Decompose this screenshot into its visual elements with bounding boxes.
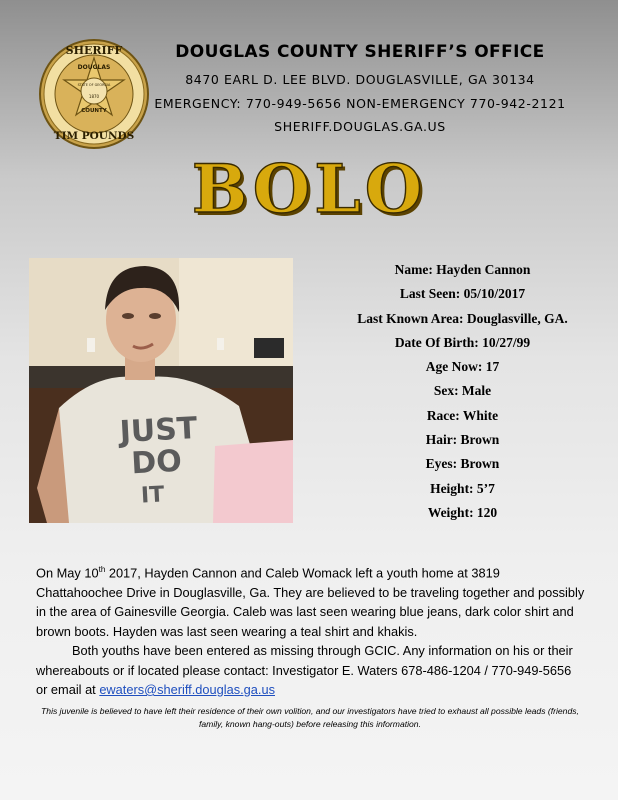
badge-bottom-text: TIM POUNDS — [53, 130, 135, 142]
incident-date-suffix: th — [98, 565, 106, 574]
office-phones — [150, 96, 570, 111]
badge-top-text: SHERIFF — [65, 44, 123, 57]
info-race: Race: White — [426, 407, 499, 423]
shirt-print-line1: JUST — [118, 411, 199, 451]
info-weight: Weight: 120 — [427, 504, 498, 520]
office-website: SHERIFF.DOUGLAS.GA.US — [274, 119, 446, 134]
shirt-print-line2: DO — [130, 443, 183, 482]
incident-body: 2017, Hayden Cannon and Caleb Womack left a youth home at 3819 Chattahoochee Drive in Douglasville, Ga. They are believed to be traveling together and possibly in the area of Gainesville Georgia. Caleb was last seen wearing blue jeans, dark color shirt and brown boots. Hayden was last seen wearing a teal shirt and khakis. — [36, 565, 585, 639]
emergency-label: EMERGENCY: — [154, 96, 242, 111]
nonemergency-phone: 770-942-2121 — [469, 96, 566, 111]
badge-county-text: DOUGLAS — [77, 64, 111, 71]
incident-lead: On May 10 — [36, 565, 99, 581]
info-last-known-area: Last Known Area: Douglasville, GA. — [357, 310, 568, 326]
info-last-seen: Last Seen: 05/10/2017 — [399, 286, 526, 302]
info-height: Height: 5’7 — [430, 480, 495, 496]
sheriff-badge-seal — [38, 38, 150, 150]
office-title: DOUGLAS COUNTY SHERIFF’S OFFICE — [175, 42, 545, 62]
badge-ring-text: STATE OF GEORGIA — [77, 83, 111, 87]
info-sex: Sex: Male — [433, 383, 492, 399]
info-eyes: Eyes: Brown — [425, 456, 500, 472]
nonemergency-label: NON-EMERGENCY — [346, 96, 466, 111]
contact-body: Both youths have been entered as missing through GCIC. Any information on his or their whereabouts or if located please contact: Investigator E. Waters 678-486-1204 / 770-949-5656 or email at — [36, 643, 573, 697]
info-hair: Hair: Brown — [425, 432, 500, 448]
contact-email-link[interactable]: ewaters@sheriff.douglas.ga.us — [99, 682, 275, 697]
info-name: Name: Hayden Cannon — [394, 262, 531, 277]
emergency-phone: 770-949-5656 — [245, 96, 342, 111]
subject-photo — [29, 258, 293, 523]
info-age: Age Now: 17 — [425, 359, 500, 375]
badge-county-word: COUNTY — [81, 108, 107, 114]
bolo-headline: BOLO — [191, 150, 427, 228]
contact-paragraph — [36, 641, 586, 700]
office-address: 8470 EARL D. LEE BLVD. DOUGLASVILLE, GA 30134 — [185, 72, 535, 87]
incident-paragraph — [36, 560, 586, 641]
subject-info-list — [330, 258, 595, 525]
shirt-print-line3: IT — [140, 482, 165, 509]
badge-year-text: 1870 — [88, 94, 100, 99]
info-date-of-birth: Date Of Birth: 10/27/99 — [394, 334, 531, 350]
disclaimer-text: This juvenile is believed to have left their residence of their own volition, and our investigators have tried to exhaust all possible leads (friends, family, known hang-outs) before releasing this information. — [41, 706, 579, 729]
